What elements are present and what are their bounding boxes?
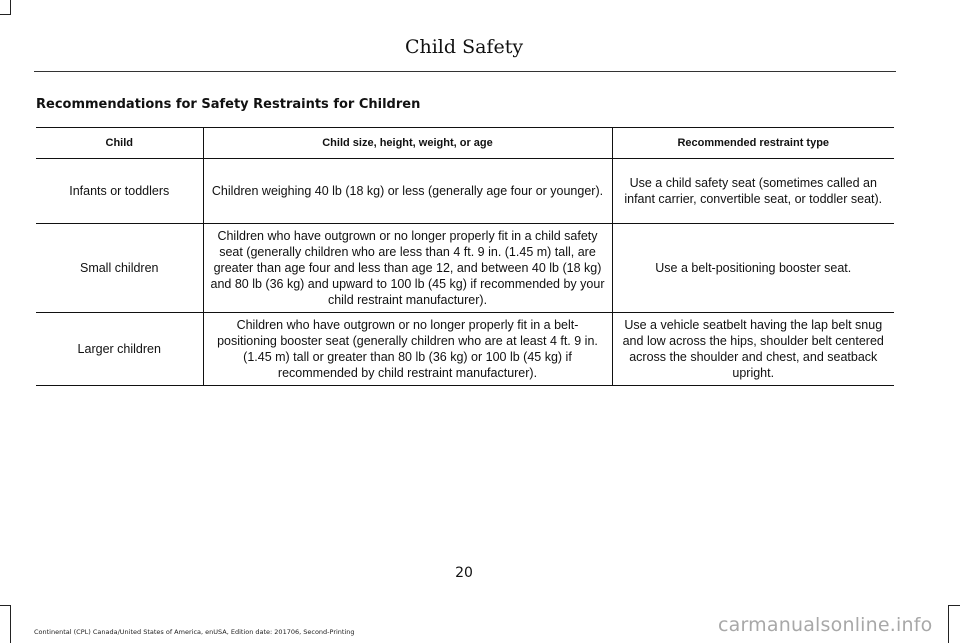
header-divider [34,71,896,72]
crop-mark-bottom-left-horizontal [0,605,11,606]
restraint-recommendations-table [36,127,894,386]
cell-child: Small children [36,224,203,313]
cell-size: Children who have outgrown or no longer properly fit in a child safety seat (generally children who are less than 4 ft. 9 in. (1.45 m) tall, are greater than age four and less than age 12, and between 40 lb (18 kg) and 80 lb (36 kg) and upward to 100 lb (45 kg) if recommended by your child restraint manufacturer). [203,224,612,313]
page-header-title: Child Safety [404,36,524,58]
section-heading: Recommendations for Safety Restraints for Children [36,97,421,112]
column-header-child: Child [36,128,203,159]
crop-mark-top-left-vertical [10,0,11,15]
crop-mark-bottom-right-horizontal [948,605,960,606]
column-header-size: Child size, height, weight, or age [203,128,612,159]
cell-size: Children who have outgrown or no longer properly fit in a belt-positioning booster seat (generally children who are at least 4 ft. 9 in. (1.45 m) tall or greater than 80 lb (36 kg) or 100 lb (45 kg) if recommended by child restraint manufacturer). [203,313,612,386]
cell-restraint: Use a child safety seat (sometimes called an infant carrier, convertible seat, or toddler seat). [612,159,894,224]
page-number: 20 [455,565,473,581]
crop-mark-top-left-horizontal [0,14,11,15]
crop-mark-bottom-right-vertical [948,605,949,643]
edition-footer: Continental (CPL) Canada/United States of America, enUSA, Edition date: 201706, Second-Printing [34,628,355,636]
table-row [36,224,894,313]
crop-mark-bottom-left-vertical [10,605,11,643]
cell-child: Larger children [36,313,203,386]
cell-restraint: Use a belt-positioning booster seat. [612,224,894,313]
table-row [36,159,894,224]
cell-child: Infants or toddlers [36,159,203,224]
cell-restraint: Use a vehicle seatbelt having the lap belt snug and low across the hips, shoulder belt centered across the shoulder and chest, and seatback upright. [612,313,894,386]
watermark: carmanualsonline.info [718,614,933,636]
table-header-row [36,128,894,159]
table-row [36,313,894,386]
cell-size: Children weighing 40 lb (18 kg) or less (generally age four or younger). [203,159,612,224]
column-header-restraint: Recommended restraint type [612,128,894,159]
